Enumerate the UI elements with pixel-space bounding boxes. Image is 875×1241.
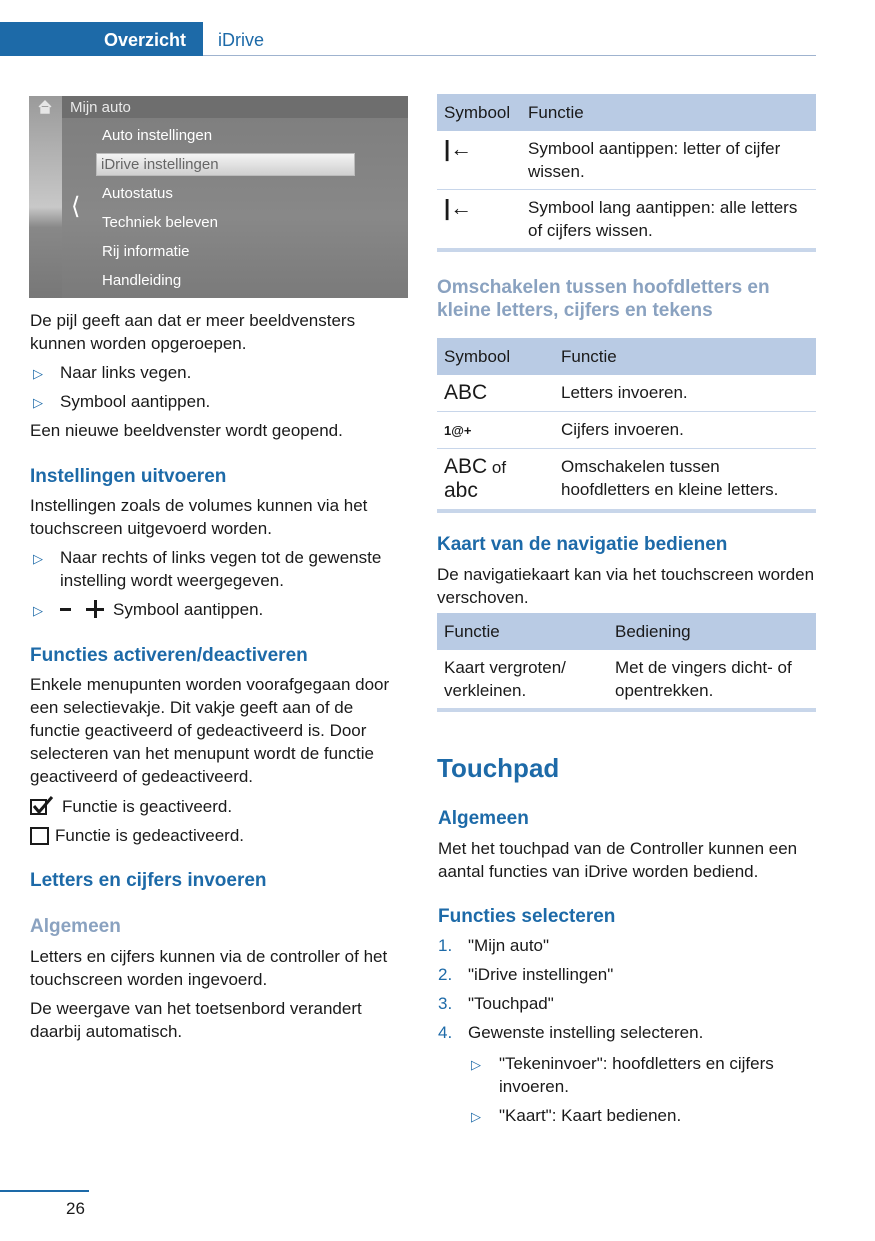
paragraph-arrow: De pijl geeft aan dat er meer beeldvensters kunnen worden opgeroepen. [30, 311, 356, 353]
checkbox-checked-icon [30, 796, 54, 816]
bullet-icon: ▷ [33, 551, 43, 566]
paragraph-touchpad: Met het touchpad van de Controller kunnen een aantal functies van iDrive worden bediend. [438, 839, 798, 881]
step-item: "Touchpad" [468, 994, 554, 1013]
bullet-swipe-right-left: Naar rechts of links vegen tot de gewenste instelling wordt weergegeven. [60, 548, 382, 590]
abc-uppercase-symbol: ABC [444, 455, 488, 478]
home-icon [38, 100, 52, 114]
table-cell [437, 412, 554, 449]
table-header: Bediening [608, 613, 816, 650]
backspace-icon: |← [444, 195, 473, 220]
table-delete-symbols [437, 94, 816, 252]
header-tab1-label: Overzicht [104, 30, 187, 50]
paragraph-settings: Instellingen zoals de volumes kunnen via het touchscreen uitgevoerd worden. [30, 496, 368, 538]
bullet-swipe-left: Naar links vegen. [60, 363, 192, 382]
menu-item-rij-informatie[interactable]: Rij informatie [102, 243, 190, 260]
menu-item-auto-instellingen[interactable]: Auto instellingen [102, 127, 213, 144]
table-header: Functie [521, 94, 816, 131]
screen-left-strip [29, 96, 62, 298]
bullet-icon: ▷ [471, 1057, 481, 1072]
sub-step-kaart: "Kaart": Kaart bedienen. [499, 1106, 682, 1125]
table-header: Functie [554, 338, 816, 375]
abc-uppercase-symbol: ABC [444, 381, 488, 404]
menu-item-idrive-instellingen[interactable]: iDrive instellingen [101, 156, 219, 173]
table-cell: Met de vingers dicht- of opentrekken. [608, 650, 816, 710]
footer-rule [0, 1190, 89, 1192]
heading-algemeen-left: Algemeen [30, 916, 121, 937]
heading-algemeen-touchpad: Algemeen [438, 808, 529, 829]
heading-functies-selecteren: Functies selecteren [438, 906, 616, 927]
heading-kaart-navigatie: Kaart van de navigatie bedienen [437, 534, 728, 555]
heading-instellingen-uitvoeren: Instellingen uitvoeren [30, 466, 227, 487]
heading-omschakelen: Omschakelen tussen hoofdletters en kleine letters, cijfers en tekens [437, 277, 770, 321]
step-number: 2. [438, 965, 453, 984]
table-keyboard-switch [437, 338, 816, 513]
table-cell: Symbool aantippen: letter of cijfer wissen. [521, 131, 816, 190]
menu-item-autostatus[interactable]: Autostatus [102, 185, 173, 202]
header-tab2-label: iDrive [218, 30, 265, 50]
bullet-tap-symbol: Symbool aantippen. [60, 392, 211, 411]
step-number: 1. [438, 936, 453, 955]
label-function-activated: Functie is geactiveerd. [62, 797, 233, 816]
table-header: Functie [437, 613, 608, 650]
step-item: Gewenste instelling selecteren. [468, 1023, 704, 1042]
table-cell [437, 449, 554, 512]
step-number: 4. [438, 1023, 453, 1042]
bullet-icon: ▷ [33, 395, 43, 410]
table-header: Symbool [437, 338, 554, 375]
table-cell [437, 375, 554, 412]
abc-lowercase-symbol: abc [444, 479, 478, 502]
paragraph-general-1: Letters en cijfers kunnen via de controller of het touchscreen worden ingevoerd. [30, 947, 388, 989]
heading-touchpad: Touchpad [437, 753, 560, 783]
table-header: Symbool [437, 94, 521, 131]
screen-title: Mijn auto [70, 99, 131, 116]
menu-item-handleiding[interactable]: Handleiding [102, 272, 182, 289]
checkbox-unchecked-icon [30, 827, 49, 845]
step-number: 3. [438, 994, 453, 1013]
sub-step-tekeninvoer: "Tekeninvoer": hoofdletters en cijfers invoeren. [499, 1054, 774, 1096]
step-item: "iDrive instellingen" [468, 965, 614, 984]
plus-icon [86, 600, 104, 618]
label-function-deactivated: Functie is gedeactiveerd. [55, 826, 244, 845]
page-number: 26 [66, 1199, 85, 1218]
table-cell [437, 190, 521, 251]
paragraph-map: De navigatiekaart kan via het touchscreen worden verschoven. [437, 565, 815, 607]
table-map-gestures [437, 613, 816, 712]
bullet-icon: ▷ [471, 1109, 481, 1124]
idrive-screen [29, 96, 408, 298]
bullet-icon: ▷ [33, 603, 43, 618]
table-cell: Omschakelen tussen hoofdletters en kleine letters. [554, 449, 816, 512]
table-cell: Kaart vergroten/ verkleinen. [437, 650, 608, 710]
bullet-icon: ▷ [33, 366, 43, 381]
menu-item-techniek-beleven[interactable]: Techniek beleven [102, 214, 218, 231]
heading-functies-activeren: Functies activeren/deactiveren [30, 645, 308, 666]
table-cell: Symbool lang aantippen: alle letters of cijfers wissen. [521, 190, 816, 251]
bullet-tap-plus-minus: Symbool aantippen. [113, 600, 264, 619]
backspace-icon: |← [444, 136, 473, 161]
paragraph-functions: Enkele menupunten worden voorafgegaan door een selectievakje. Dit vakje geeft aan of de functie geactiveerd of gedeactiveerd is. Door selecteren van het menupunt wordt de functie geactiveerd of gedeactiveerd. [30, 675, 390, 786]
paragraph-new-window: Een nieuwe beeldvenster wordt geopend. [30, 421, 343, 440]
table-cell [437, 131, 521, 190]
paragraph-general-2: De weergave van het toetsenbord verandert daarbij automatisch. [30, 999, 362, 1041]
header-rule [203, 55, 816, 56]
table-cell: Cijfers invoeren. [554, 412, 816, 449]
symbol-or: of [491, 458, 507, 477]
step-item: "Mijn auto" [468, 936, 550, 955]
heading-letters-cijfers: Letters en cijfers invoeren [30, 870, 267, 891]
numbers-symbol: 1@+ [444, 423, 472, 438]
table-cell: Letters invoeren. [554, 375, 816, 412]
chevron-left-icon[interactable]: ⟨ [71, 193, 81, 220]
minus-icon [60, 608, 71, 611]
